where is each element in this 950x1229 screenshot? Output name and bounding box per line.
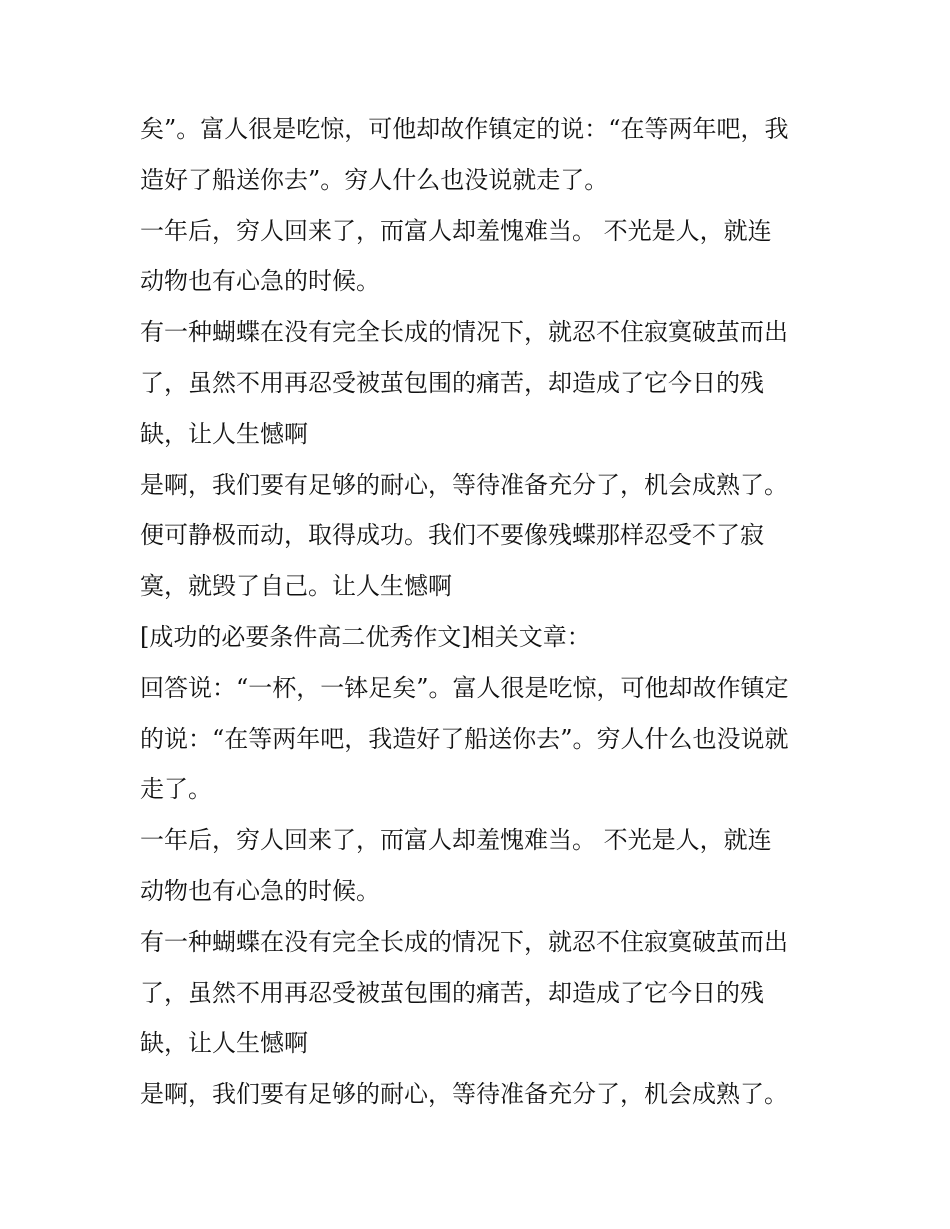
text-line: 有一种蝴蝶在没有完全长成的情况下，就忍不住寂寞破茧而出 xyxy=(140,927,788,956)
text-line: 缺，让人生憾啊 xyxy=(140,1029,308,1058)
text-line: 的说：“在等两年吧，我造好了船送你去”。穷人什么也没说就 xyxy=(140,724,789,753)
text-line: 了，虽然不用再忍受被茧包围的痛苦，却造成了它今日的残 xyxy=(140,978,764,1007)
text-line: 是啊，我们要有足够的耐心，等待准备充分了，机会成熟了。 xyxy=(140,1080,788,1109)
document-body xyxy=(140,104,820,1120)
text-line: 便可静极而动，取得成功。我们不要像残蝶那样忍受不了寂 xyxy=(140,521,764,550)
text-line: 回答说：“一杯，一钵足矣”。富人很是吃惊，可他却故作镇定 xyxy=(140,673,789,702)
text-line: 一年后，穷人回来了，而富人却羞愧难当。 不光是人，就连 xyxy=(140,216,772,245)
text-line: 了，虽然不用再忍受被茧包围的痛苦，却造成了它今日的残 xyxy=(140,368,764,397)
text-line: 有一种蝴蝶在没有完全长成的情况下，就忍不住寂寞破茧而出 xyxy=(140,318,788,347)
text-line: 寞，就毁了自己。让人生憾啊 xyxy=(140,572,452,601)
text-line: 走了。 xyxy=(140,775,212,804)
text-line: 一年后，穷人回来了，而富人却羞愧难当。 不光是人，就连 xyxy=(140,826,772,855)
related-articles-heading: [成功的必要条件高二优秀作文]相关文章： xyxy=(140,622,591,651)
text-line: 是啊，我们要有足够的耐心，等待准备充分了，机会成熟了。 xyxy=(140,470,788,499)
text-line: 动物也有心急的时候。 xyxy=(140,267,380,296)
text-line: 造好了船送你去”。穷人什么也没说就走了。 xyxy=(140,165,609,194)
text-line: 缺，让人生憾啊 xyxy=(140,419,308,448)
text-line: 矣”。富人很是吃惊，可他却故作镇定的说：“在等两年吧，我 xyxy=(140,115,789,143)
text-line: 动物也有心急的时候。 xyxy=(140,876,380,905)
